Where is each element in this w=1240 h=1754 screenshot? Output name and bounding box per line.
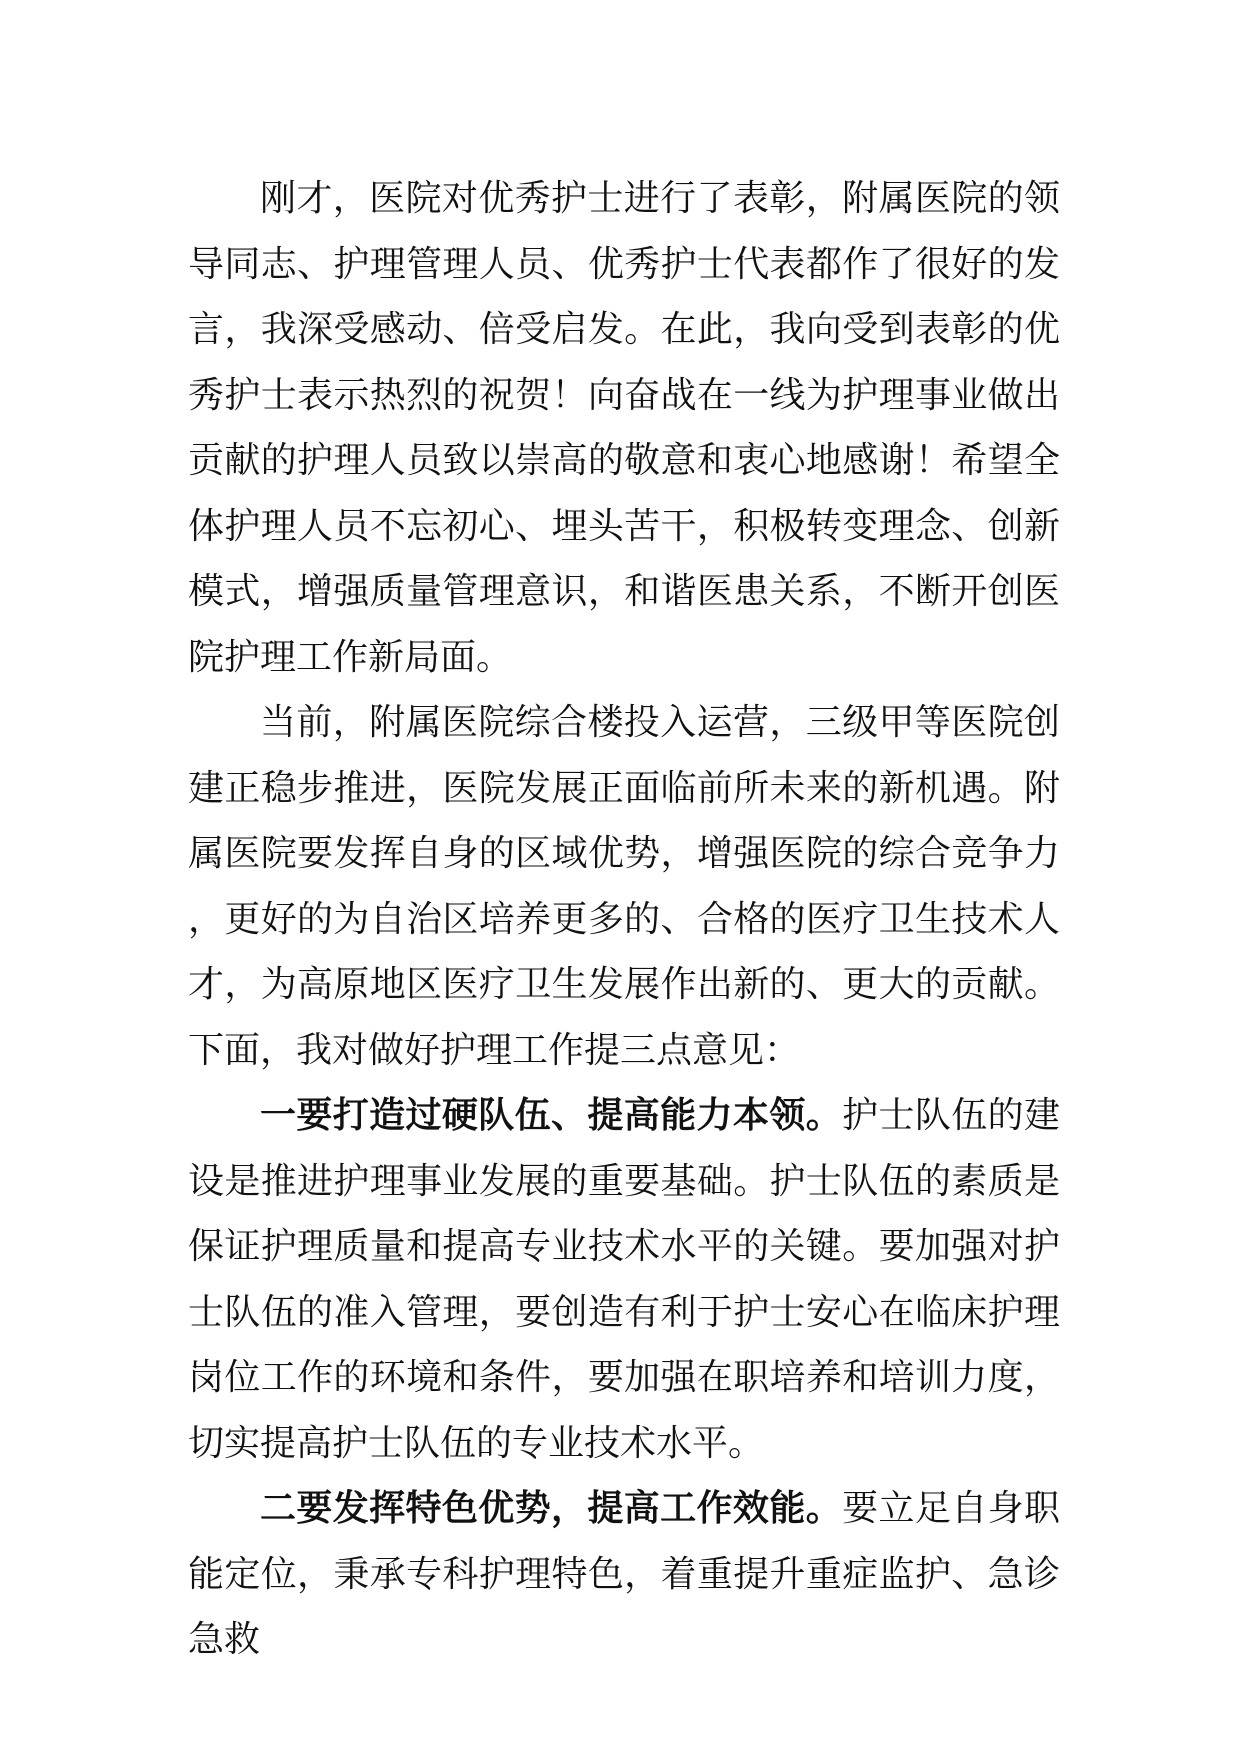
document-body — [188, 166, 1060, 1673]
paragraph-point-one — [188, 1083, 1060, 1476]
paragraph-text: 护士队伍的建设是推进护理事业发展的重要基础。护士队伍的素质是保证护理质量和提高专业技术水平的关键。要加强对护士队伍的准入管理，要创造有利于护士安心在临床护理岗位工作的环境和条件，要加强在职培养和培训力度，切实提高护士队伍的专业技术水平。 — [188, 1095, 1060, 1464]
paragraph-lead-heading: 二要发挥特色优势，提高工作效能。 — [260, 1488, 843, 1529]
paragraph-text: 当前，附属医院综合楼投入运营，三级甲等医院创建正稳步推进，医院发展正面临前所未来的新机遇。附属医院要发挥自身的区域优势，增强医院的综合竞争力，更好的为自治区培养更多的、合格的医疗卫生技术人才，为高原地区医疗卫生发展作出新的、更大的贡献。下面，我对做好护理工作提三点意见： — [188, 702, 1060, 1071]
paragraph-current-situation — [188, 690, 1060, 1083]
paragraph-point-two — [188, 1476, 1060, 1673]
paragraph-text: 刚才，医院对优秀护士进行了表彰，附属医院的领导同志、护理管理人员、优秀护士代表都作了很好的发言，我深受感动、倍受启发。在此，我向受到表彰的优秀护士表示热烈的祝贺！向奋战在一线为护理事业做出贡献的护理人员致以崇高的敬意和衷心地感谢！希望全体护理人员不忘初心、埋头苦干，积极转变理念、创新模式，增强质量管理意识，和谐医患关系，不断开创医院护理工作新局面。 — [188, 178, 1060, 678]
paragraph-text: 要立足自身职能定位，秉承专科护理特色，着重提升重症监护、急诊急救 — [188, 1488, 1060, 1660]
paragraph-commendation — [188, 166, 1060, 690]
paragraph-lead-heading: 一要打造过硬队伍、提高能力本领。 — [260, 1095, 843, 1136]
